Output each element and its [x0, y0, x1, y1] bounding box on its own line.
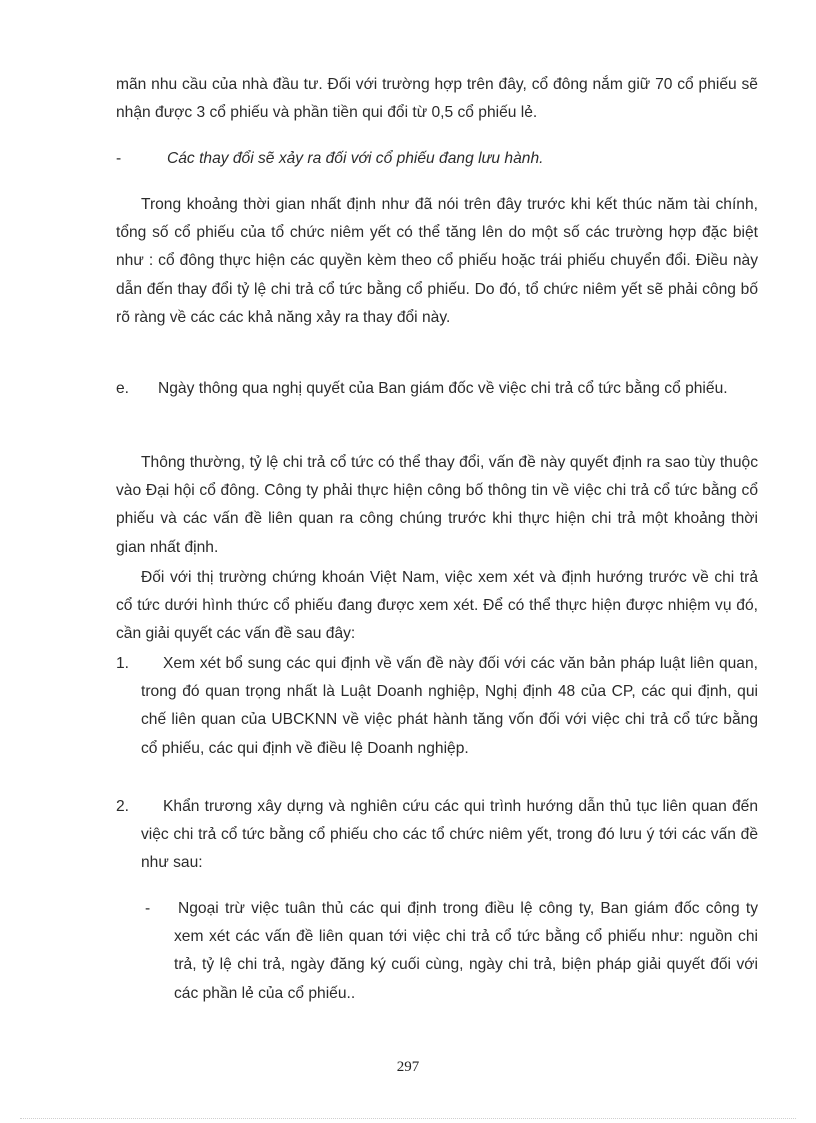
numbered-item-2-text: Khẩn trương xây dựng và nghiên cứu các qui trình hướng dẫn thủ tục liên quan đến việc chi trả cổ tức bằng cổ phiếu cho các tổ chức niêm yết, trong đó lưu ý tới các vấn đề như sau: [141, 798, 758, 872]
paragraph-3: Trong khoảng thời gian nhất định như đã nói trên đây trước khi kết thúc năm tài chính, tổng số cổ phiếu của tổ chức niêm yết có thể tăng lên do một số các trường hợp đặc biệt như : cổ đông thực hiện các quyền kèm theo cổ phiếu hoặc trái phiếu chuyển đổi. Điều này dẫn đến thay đổi tỷ lệ chi trả cổ tức bằng cổ phiếu. Do đó, tổ chức niêm yết sẽ phải công bố rõ ràng về các các khả năng xảy ra thay đổi này. [116, 196, 758, 326]
italic-heading: Các thay đổi sẽ xảy ra đối với cổ phiếu đang lưu hành. [167, 150, 544, 167]
number-marker-1: 1. [116, 655, 130, 672]
list-marker-e: e. [116, 380, 130, 397]
page-number: 297 [396, 1059, 420, 1075]
paragraph-6: Đối với thị trường chứng khoán Việt Nam, việc xem xét và định hướng trước về chi trả cổ tức dưới hình thức cổ phiếu đang được xem xét. Để có thể thực hiện được nhiệm vụ đó, cần giải quyết các vấn đề sau đây: [116, 569, 758, 643]
numbered-item-1-text: Xem xét bổ sung các qui định về vấn đề này đối với các văn bản pháp luật liên quan, trong đó quan trọng nhất là Luật Doanh nghiệp, Nghị định 48 của CP, các qui định, qui chế liên quan của UBCKNN về việc phát hành tăng vốn đối với việc chi trả cổ tức bằng cổ phiếu, các qui định về điều lệ Doanh nghiệp. [141, 655, 758, 757]
paragraph-1: mãn nhu cầu của nhà đầu tư. Đối với trường hợp trên đây, cổ đông nắm giữ 70 cổ phiếu sẽ nhận được 3 cổ phiếu và phần tiền qui đổi từ 0,5 cổ phiếu lẻ. [116, 76, 758, 122]
numbered-item-2 [116, 793, 758, 883]
list-item-italic-heading [116, 145, 758, 175]
paragraph-5: Thông thường, tỷ lệ chi trả cổ tức có thể thay đổi, vấn đề này quyết định ra sao tùy thuộc vào Đại hội cổ đông. Công ty phải thực hiện công bố thông tin về việc chi trả cổ tức bằng cổ phiếu và các vấn đề liên quan ra công chúng trước khi thực hiện chi trả một khoảng thời gian nhất định. [116, 454, 758, 556]
sub-list-item [145, 895, 758, 1010]
list-item-e-text: Ngày thông qua nghị quyết của Ban giám đốc về việc chi trả cổ tức bằng cổ phiếu. [158, 380, 728, 397]
footer-divider [20, 1118, 796, 1119]
sub-dash-marker: - [145, 900, 151, 917]
sub-list-item-text: Ngoại trừ việc tuân thủ các qui định trong điều lệ công ty, Ban giám đốc công ty xem xét các vấn đề liên quan tới việc chi trả cổ tức bằng cổ phiếu như: nguồn chi trả, tỷ lệ chi trả, ngày đăng ký cuối cùng, ngày chi trả, biện pháp giải quyết đối với các phần lẻ của cổ phiếu.. [174, 900, 758, 1002]
number-marker-2: 2. [116, 798, 130, 815]
list-item-e [116, 375, 758, 435]
dash-marker: - [116, 150, 122, 167]
numbered-item-1 [116, 650, 758, 795]
